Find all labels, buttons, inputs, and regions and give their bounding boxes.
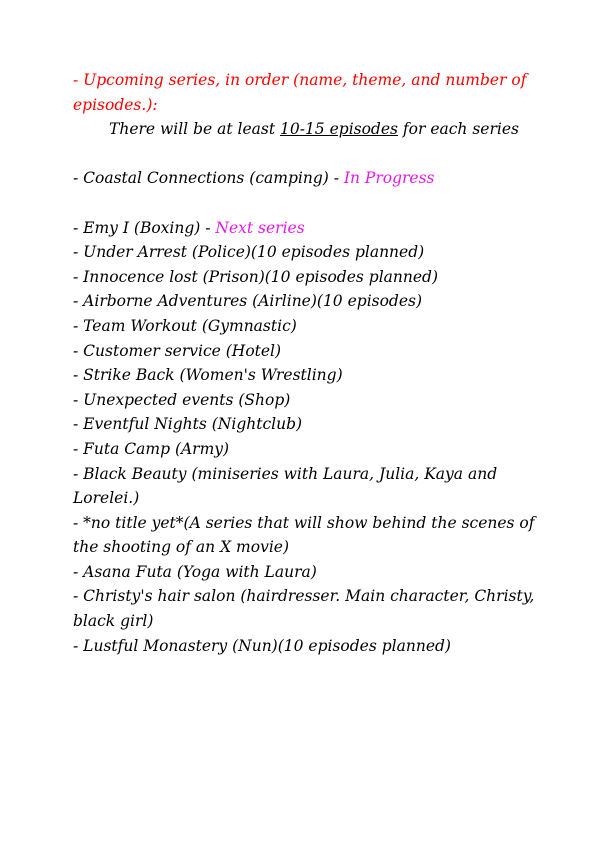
list-item: - Team Workout (Gymnastic) [73,316,297,335]
heading: - Upcoming series, in order (name, theme, and number of episodes.): [73,71,527,114]
list-item: - Futa Camp (Army) [73,439,230,458]
current-series [73,166,543,191]
list-item: - Under Arrest (Police)(10 episodes planned) [73,243,425,262]
episode-note [73,117,543,142]
list-item: - *no title yet*(A series that will show behind the scenes of the shooting of an X movie) [73,513,535,557]
list-item: - Customer service (Hotel) [73,341,282,360]
spacer [73,191,543,216]
list-item: - Asana Futa (Yoga with Laura) [73,562,317,581]
next-series [73,216,543,241]
document-body [73,68,543,658]
note-text-after: for each series [397,120,519,139]
list-item: - Innocence lost (Prison)(10 episodes planned) [73,267,438,286]
list-item: - Airborne Adventures (Airline)(10 episodes) [73,292,423,311]
next-series-text: - Emy I (Boxing) - [73,218,216,237]
list-item: - Black Beauty (miniseries with Laura, Julia, Kaya and Lorelei.) [73,464,498,508]
list-item: - Unexpected events (Shop) [73,390,291,409]
spacer [73,142,543,167]
note-text-before: There will be at least [109,120,280,139]
current-series-text: - Coastal Connections (camping) - [73,169,344,188]
list-item: - Eventful Nights (Nightclub) [73,415,303,434]
list-item: - Christy's hair salon (hairdresser. Main character, Christy, black girl) [73,587,535,631]
status-in-progress: In Progress [343,169,435,188]
list-item: - Strike Back (Women's Wrestling) [73,366,343,385]
list-item: - Lustful Monastery (Nun)(10 episodes planned) [73,636,451,655]
note-underlined: 10-15 episodes [279,120,398,139]
status-next-series: Next series [215,218,305,237]
